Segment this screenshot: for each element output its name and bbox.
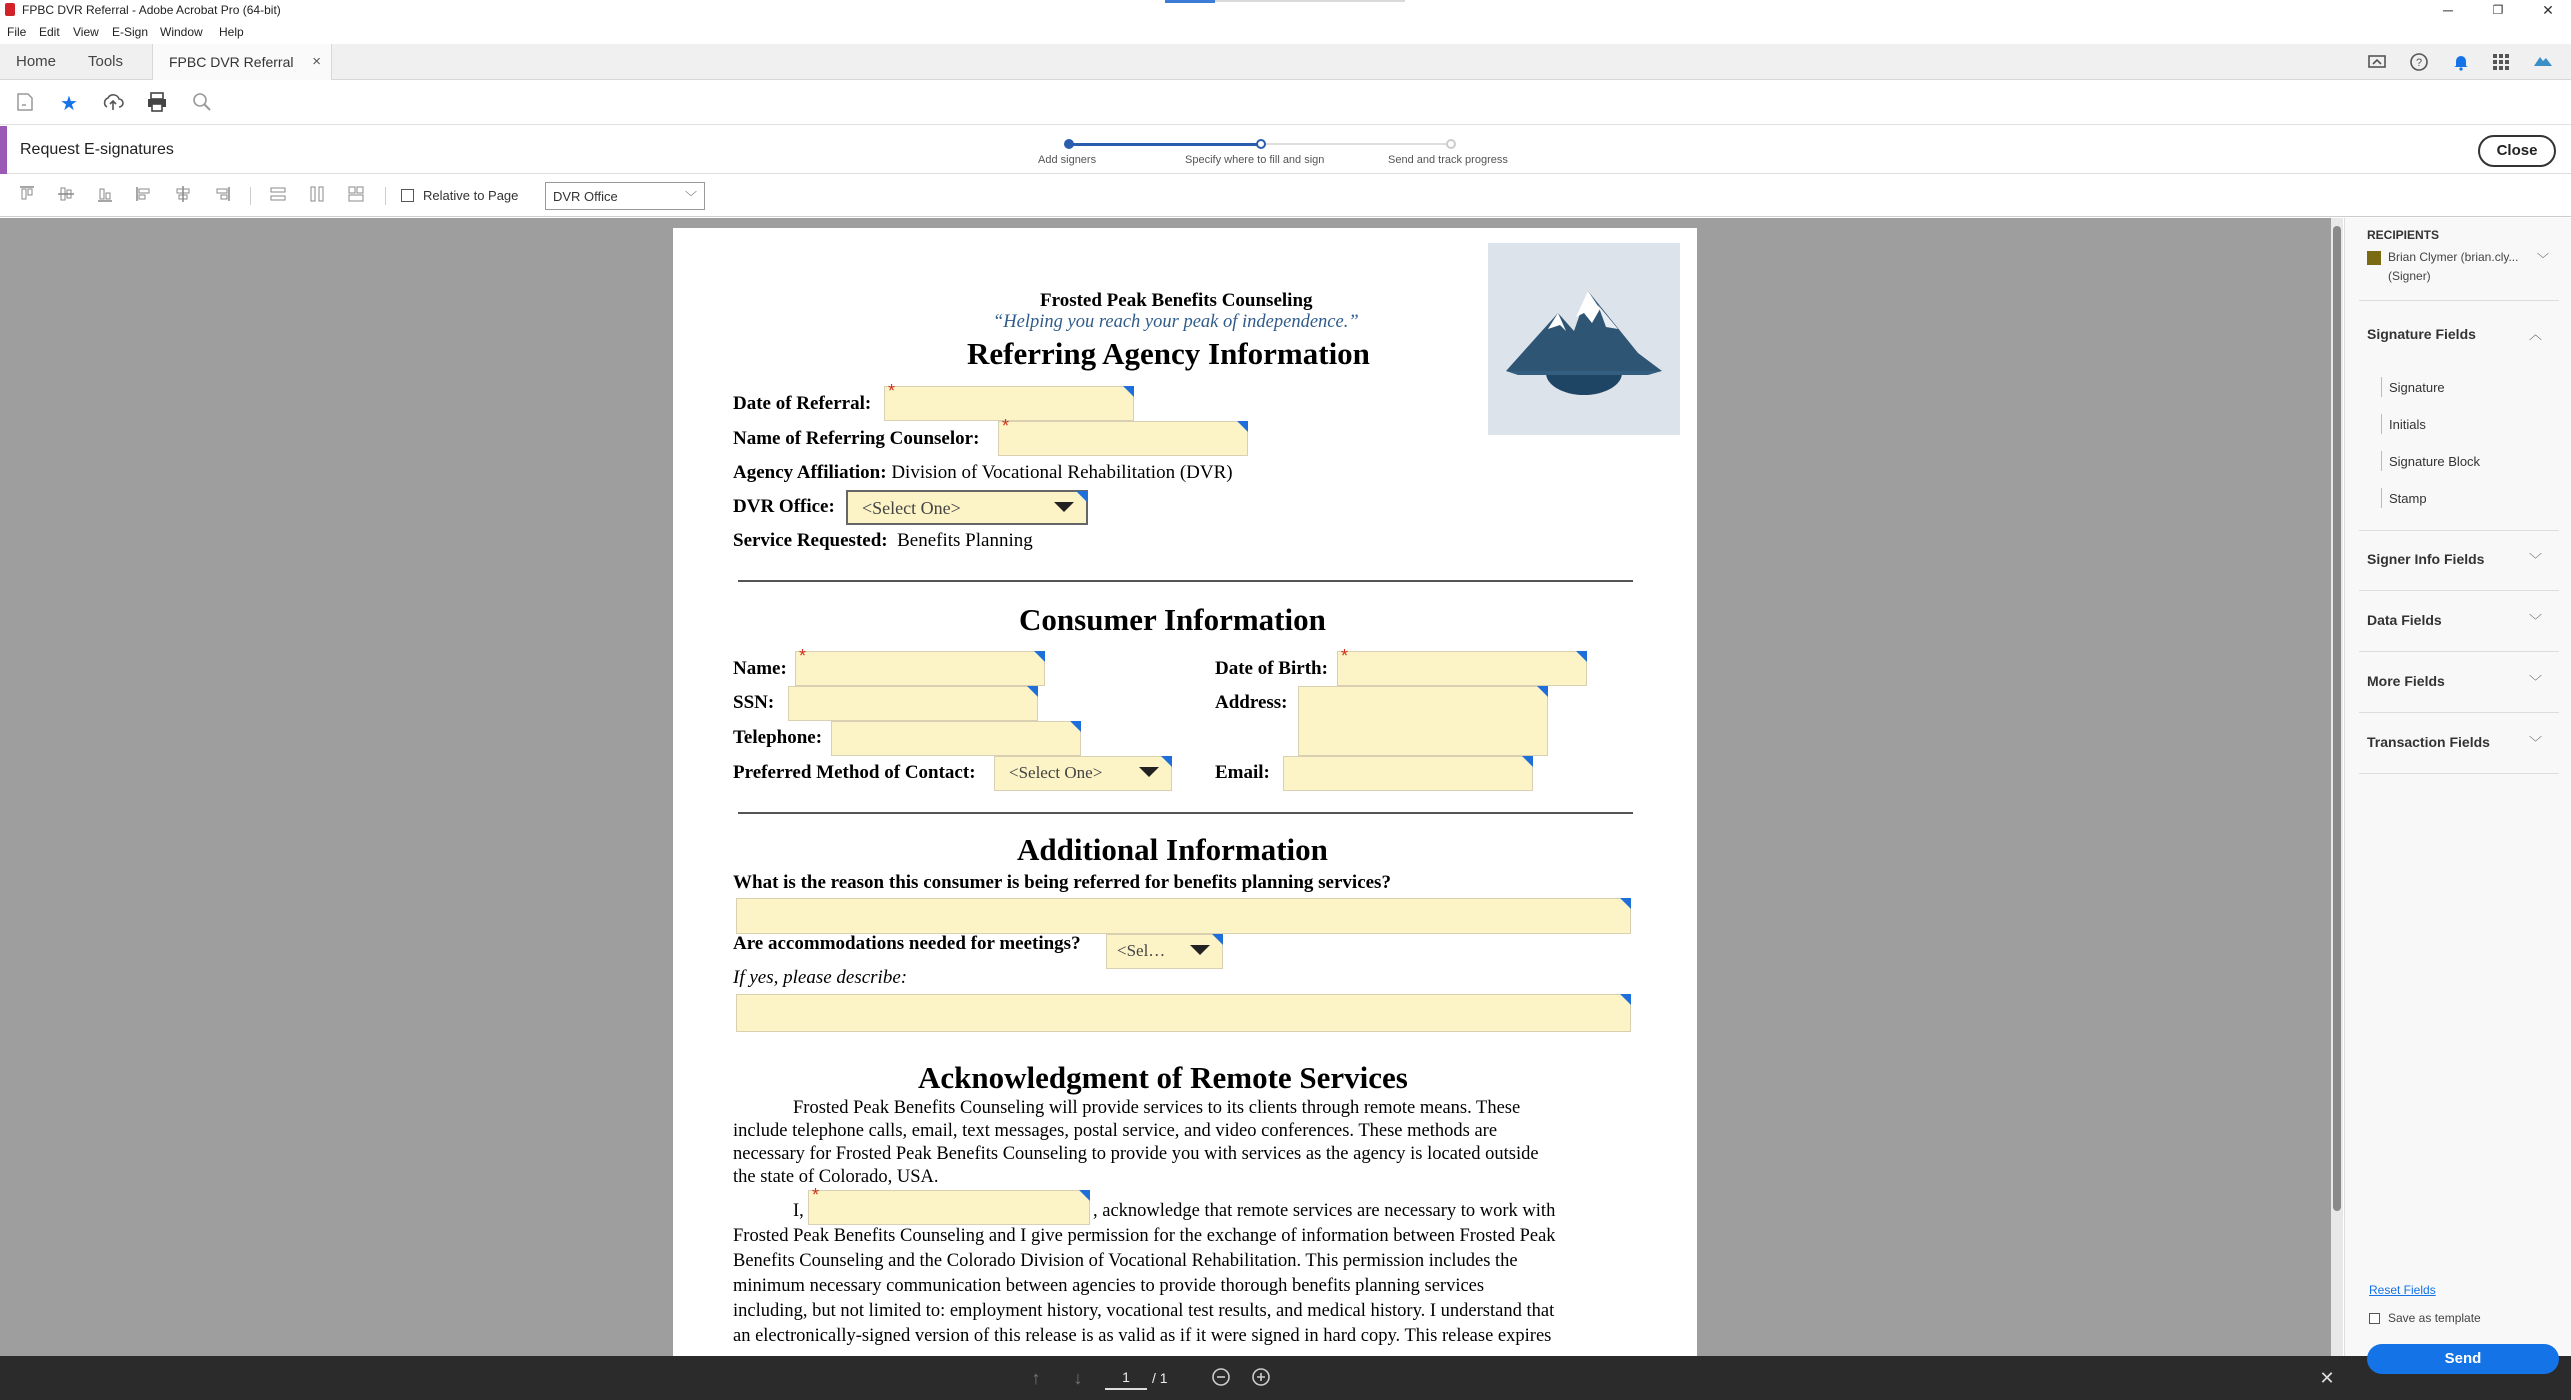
- preferred-contact-dropdown[interactable]: [994, 756, 1172, 791]
- item-indent-bar: [2381, 488, 2382, 508]
- telephone-field[interactable]: [831, 721, 1081, 756]
- menu-esign[interactable]: E-Sign: [112, 25, 149, 39]
- quick-tools-toolbar: [0, 81, 2571, 125]
- zoom-in-icon[interactable]: [1250, 1367, 1272, 1389]
- request-title: Request E-signatures: [20, 141, 174, 158]
- align-bottom-icon[interactable]: [94, 185, 116, 207]
- align-top-icon[interactable]: [16, 185, 38, 207]
- required-asterisk: *: [888, 381, 896, 401]
- align-right-icon[interactable]: [211, 185, 233, 207]
- tab-tools[interactable]: Tools: [88, 53, 124, 70]
- field-name-select-value: DVR Office: [553, 189, 618, 204]
- field-corner-marker: [1161, 756, 1172, 767]
- preferred-contact-label: Preferred Method of Contact:: [733, 762, 976, 783]
- field-corner-marker: [1027, 686, 1038, 697]
- if-yes-label: If yes, please describe:: [733, 967, 908, 988]
- send-button[interactable]: Send: [2367, 1344, 2559, 1374]
- chevron-down-icon[interactable]: ﹀: [2529, 613, 2543, 628]
- step-label-add-signers: Add signers: [1038, 154, 1097, 166]
- panel-divider: [2359, 590, 2559, 591]
- ack-line-2: include telephone calls, email, text messages, postal service, and video conferences. These methods are: [733, 1121, 1498, 1141]
- loading-indicator: [1165, 0, 1215, 3]
- field-corner-marker: [1034, 651, 1045, 662]
- recipient-name[interactable]: Brian Clymer (brian.cly...: [2388, 250, 2519, 264]
- esign-fields-panel: [2344, 218, 2571, 1367]
- save-file-icon[interactable]: [12, 91, 38, 117]
- save-as-template-checkbox[interactable]: [2369, 1313, 2380, 1324]
- data-fields-header[interactable]: Data Fields: [2367, 612, 2442, 628]
- restore-button[interactable]: ❐: [2492, 3, 2504, 17]
- chevron-up-icon[interactable]: ︿: [2529, 327, 2543, 342]
- next-page-icon[interactable]: ↓: [1073, 1368, 1083, 1388]
- dropdown-arrow-icon: [1190, 945, 1210, 955]
- service-requested-label: Service Requested:: [733, 530, 888, 551]
- dvr-office-placeholder: <Select One>: [862, 498, 961, 518]
- stamp-field-item[interactable]: Stamp: [2389, 491, 2427, 506]
- step-dot-specify[interactable]: [1256, 139, 1266, 149]
- signature-field-item[interactable]: Signature: [2389, 380, 2445, 395]
- ack-line-4: the state of Colorado, USA.: [733, 1167, 939, 1187]
- print-icon[interactable]: [144, 91, 170, 117]
- field-corner-marker: [1079, 1190, 1090, 1201]
- item-indent-bar: [2381, 414, 2382, 434]
- step-dot-add-signers[interactable]: [1064, 139, 1074, 149]
- cloud-upload-icon[interactable]: [100, 91, 126, 117]
- step-label-send: Send and track progress: [1388, 154, 1508, 166]
- field-corner-marker: [1212, 934, 1223, 945]
- step-progress-line-pending: [1260, 143, 1450, 145]
- ack-line-1-text: Frosted Peak Benefits Counseling will provide services to its clients through remote means. These: [793, 1098, 1521, 1118]
- match-height-icon[interactable]: [306, 185, 328, 207]
- svg-text:?: ?: [2415, 57, 2423, 69]
- menu-view[interactable]: View: [73, 25, 99, 39]
- menu-file[interactable]: File: [7, 25, 27, 39]
- tab-home[interactable]: Home: [16, 53, 57, 70]
- panel-divider: [2359, 712, 2559, 713]
- tab-bar: [0, 44, 2571, 80]
- tab-close-icon[interactable]: ×: [312, 53, 321, 70]
- required-asterisk: *: [1341, 646, 1349, 666]
- section-title-acknowledgment: Acknowledgment of Remote Services: [918, 1060, 1408, 1095]
- consumer-signature-name-field[interactable]: [808, 1185, 1090, 1225]
- section-title-additional-info: Additional Information: [1017, 832, 1328, 867]
- loading-track: [1215, 0, 1405, 2]
- field-alignment-toolbar: [0, 175, 2571, 217]
- vertical-scroll-thumb[interactable]: [2333, 226, 2341, 1211]
- address-label: Address:: [1215, 692, 1288, 713]
- org-tagline: “Helping you reach your peak of independence.”: [993, 312, 1359, 332]
- page-number-input[interactable]: 1: [1105, 1366, 1147, 1390]
- more-fields-header[interactable]: More Fields: [2367, 673, 2445, 689]
- acrobat-app-icon: [5, 3, 15, 16]
- signature-block-field-item[interactable]: Signature Block: [2389, 454, 2481, 469]
- request-esignatures-bar: [0, 126, 2571, 174]
- consent-line-2: Frosted Peak Benefits Counseling and I give permission for the exchange of information between Frosted Peak: [733, 1226, 1556, 1246]
- page-total: / 1: [1152, 1370, 1168, 1386]
- ack-line-1: [793, 1097, 1520, 1120]
- consent-line-6: an electronically-signed version of this release is as valid as if it were signed in hard copy. This release expires: [733, 1326, 1552, 1346]
- initials-field-item[interactable]: Initials: [2389, 417, 2426, 432]
- ssn-field[interactable]: [788, 686, 1038, 721]
- window-title: FPBC DVR Referral - Adobe Acrobat Pro (64-bit): [22, 3, 281, 17]
- field-corner-marker: [1620, 898, 1631, 909]
- accommodations-dropdown[interactable]: [1106, 934, 1223, 969]
- save-as-template-label: Save as template: [2388, 1311, 2481, 1325]
- recipients-header: RECIPIENTS: [2367, 228, 2440, 242]
- minimize-button[interactable]: ─: [2443, 2, 2453, 18]
- field-corner-marker: [1576, 651, 1587, 662]
- help-icon[interactable]: [2408, 52, 2430, 74]
- date-of-referral-label: Date of Referral:: [733, 393, 872, 414]
- consent-line-5: including, but not limited to: employment history, vocational test results, and medical history. I understand that: [733, 1301, 1555, 1321]
- chevron-down-icon[interactable]: ﹀: [2529, 674, 2543, 689]
- section-title-referring-agency: Referring Agency Information: [967, 336, 1370, 371]
- chevron-down-icon[interactable]: ﹀: [2529, 735, 2543, 750]
- field-corner-marker: [1537, 686, 1548, 697]
- item-indent-bar: [2381, 377, 2382, 397]
- align-center-icon[interactable]: [172, 185, 194, 207]
- request-bar-accent: [0, 126, 7, 174]
- step-progress-line-done: [1068, 143, 1260, 146]
- consent-line-3: Benefits Counseling and the Colorado Division of Vocational Rehabilitation. This permission includes the: [733, 1251, 1518, 1271]
- zoom-search-icon[interactable]: [189, 91, 215, 117]
- telephone-label: Telephone:: [733, 727, 823, 748]
- panel-divider: [2359, 651, 2559, 652]
- dropdown-arrow-icon: [1054, 502, 1074, 512]
- pdf-page: [673, 228, 1697, 1358]
- accommodations-question: Are accommodations needed for meetings?: [733, 933, 1081, 954]
- relative-to-page-label: Relative to Page: [423, 188, 519, 203]
- reset-fields-link[interactable]: Reset Fields: [2369, 1283, 2436, 1297]
- match-size-icon[interactable]: [345, 185, 367, 207]
- consent-line-4: minimum necessary communication between agencies to provide thorough benefits planning services: [733, 1276, 1485, 1296]
- ack-line-3: necessary for Frosted Peak Benefits Counseling to provide you with services as the agency is located outside: [733, 1144, 1539, 1164]
- chevron-down-icon: ﹀: [684, 190, 697, 204]
- required-asterisk: *: [812, 1185, 820, 1205]
- tab-document[interactable]: [152, 44, 332, 80]
- date-of-birth-field[interactable]: [1337, 646, 1587, 686]
- org-logo: [1488, 243, 1680, 435]
- dob-label: Date of Birth:: [1215, 658, 1328, 679]
- section-divider: [738, 812, 1633, 814]
- chevron-down-icon[interactable]: ﹀: [2529, 552, 2543, 567]
- align-left-icon[interactable]: [133, 185, 155, 207]
- agency-affiliation-value: Division of Vocational Rehabilitation (DVR): [891, 462, 1233, 483]
- address-field[interactable]: [1298, 686, 1548, 756]
- close-nav-bar-icon[interactable]: ✕: [2319, 1368, 2335, 1388]
- menu-window[interactable]: Window: [160, 25, 203, 39]
- relative-to-page-checkbox[interactable]: [401, 189, 414, 202]
- field-corner-marker: [1522, 756, 1533, 767]
- menu-bar: [0, 22, 2571, 42]
- dvr-office-dropdown[interactable]: [846, 490, 1088, 525]
- recipient-color-swatch: [2367, 251, 2381, 265]
- align-middle-icon[interactable]: [55, 185, 77, 207]
- transaction-fields-header[interactable]: Transaction Fields: [2367, 734, 2490, 750]
- ssn-label: SSN:: [733, 692, 775, 713]
- dropdown-arrow-icon: [1139, 767, 1159, 777]
- dvr-office-label: DVR Office:: [733, 496, 835, 517]
- close-window-button[interactable]: ✕: [2542, 2, 2554, 18]
- referral-reason-field[interactable]: [736, 898, 1631, 934]
- agency-affiliation: [733, 462, 1233, 484]
- signer-info-fields-header[interactable]: Signer Info Fields: [2367, 551, 2485, 567]
- preferred-contact-placeholder: <Select One>: [1009, 763, 1103, 782]
- apps-grid-icon[interactable]: [2490, 52, 2512, 74]
- match-width-icon[interactable]: [267, 185, 289, 207]
- field-corner-marker: [1076, 491, 1087, 502]
- star-bookmark-icon[interactable]: ★: [60, 93, 78, 115]
- org-name: Frosted Peak Benefits Counseling: [1040, 290, 1313, 311]
- required-asterisk: *: [799, 646, 807, 666]
- item-indent-bar: [2381, 451, 2382, 471]
- previous-page-icon[interactable]: ↑: [1031, 1368, 1041, 1388]
- consent-line-1: , acknowledge that remote services are necessary to work with: [1093, 1201, 1556, 1221]
- field-corner-marker: [1237, 421, 1248, 432]
- menu-edit[interactable]: Edit: [39, 25, 60, 39]
- signature-fields-header[interactable]: Signature Fields: [2367, 326, 2476, 342]
- toolbar-divider: [250, 187, 251, 205]
- recipient-role: (Signer): [2388, 269, 2431, 283]
- service-requested-value: Benefits Planning: [897, 530, 1033, 551]
- referring-counselor-field[interactable]: [998, 416, 1248, 456]
- panel-divider: [2359, 300, 2559, 301]
- consent-i: I,: [793, 1201, 804, 1221]
- menu-help[interactable]: Help: [219, 25, 244, 39]
- close-request-button[interactable]: Close: [2478, 135, 2556, 167]
- zoom-out-icon[interactable]: [1210, 1367, 1232, 1389]
- agency-affiliation-label: Agency Affiliation:: [733, 462, 887, 483]
- tab-document-label: FPBC DVR Referral: [169, 54, 294, 70]
- consumer-name-field[interactable]: [795, 646, 1045, 686]
- toolbar-divider: [385, 187, 386, 205]
- field-corner-marker: [1620, 994, 1631, 1005]
- service-requested: [733, 530, 1033, 552]
- step-dot-send[interactable]: [1446, 139, 1456, 149]
- title-bar: [0, 0, 2571, 20]
- email-label: Email:: [1215, 762, 1270, 783]
- section-title-consumer-info: Consumer Information: [1019, 602, 1326, 637]
- panel-divider: [2359, 530, 2559, 531]
- panel-divider: [2359, 773, 2559, 774]
- field-name-select[interactable]: [545, 182, 705, 210]
- page-navigation-bar: [0, 1356, 2571, 1400]
- referral-reason-question: What is the reason this consumer is being referred for benefits planning services?: [733, 872, 1391, 893]
- field-corner-marker: [1123, 386, 1134, 397]
- name-label: Name:: [733, 658, 787, 679]
- step-label-specify: Specify where to fill and sign: [1185, 154, 1325, 166]
- accommodations-placeholder: <Sel…: [1117, 941, 1166, 960]
- section-divider: [738, 580, 1633, 582]
- recipient-dropdown-chevron-icon[interactable]: ﹀: [2537, 252, 2550, 266]
- referring-counselor-label: Name of Referring Counselor:: [733, 428, 980, 449]
- share-screen-icon[interactable]: [2366, 52, 2388, 74]
- field-corner-marker: [1070, 721, 1081, 732]
- accommodations-describe-field[interactable]: [736, 994, 1631, 1032]
- email-field[interactable]: [1283, 756, 1533, 791]
- account-avatar-icon[interactable]: [2532, 52, 2554, 74]
- required-asterisk: *: [1002, 416, 1010, 436]
- notifications-bell-icon[interactable]: [2450, 52, 2472, 74]
